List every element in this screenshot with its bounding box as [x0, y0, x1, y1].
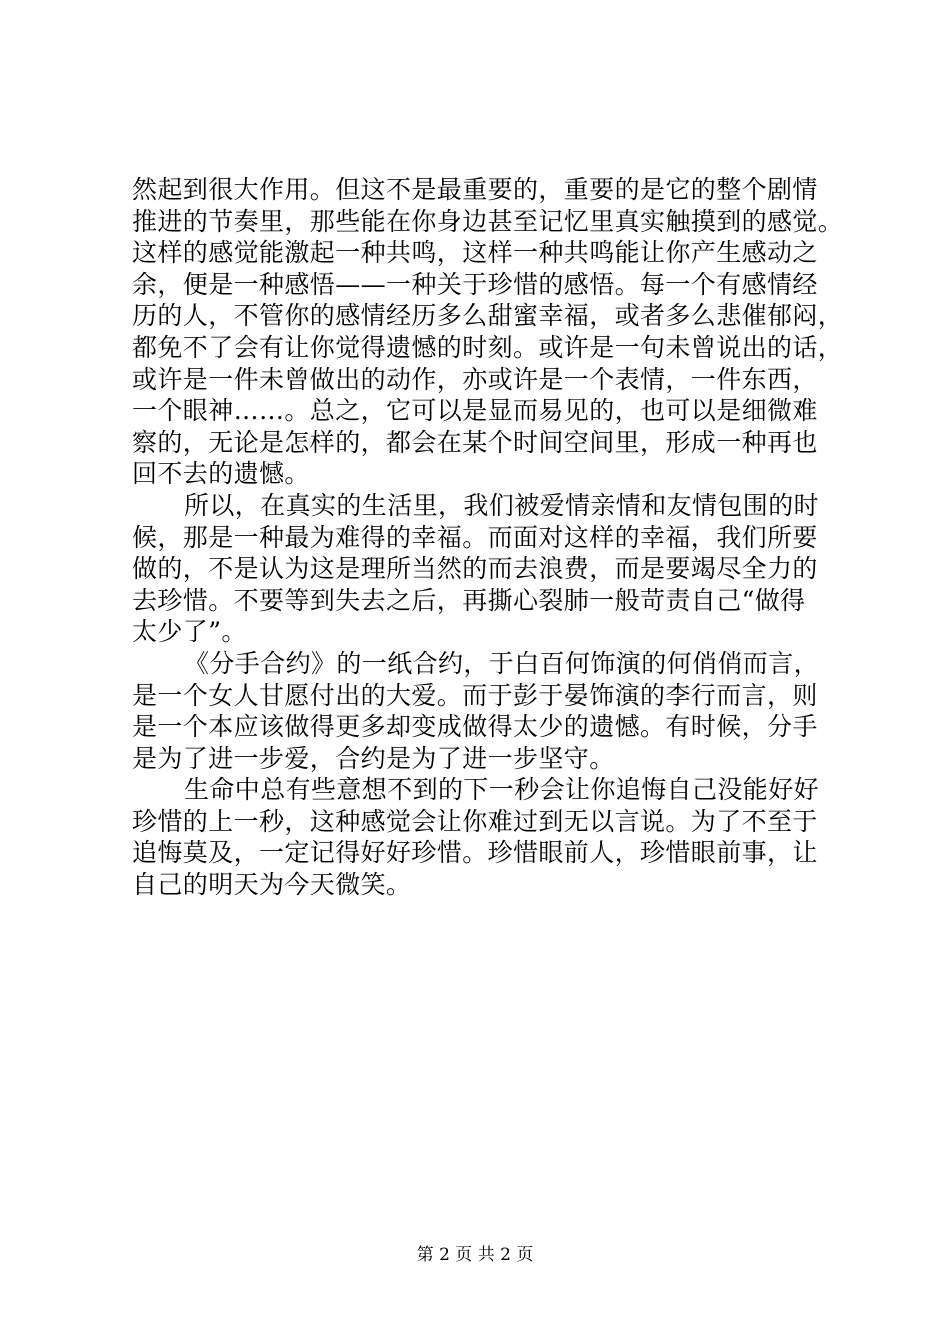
paragraph-first-line: 生命中总有些意想不到的下一秒会让你追悔自己没能好好	[184, 775, 820, 805]
text-line: 做的，不是认为这是理所当然的而去浪费，而是要竭尽全力的	[132, 554, 818, 584]
text-line: 去珍惜。不要等到失去之后，再撕心裂肺一般苛责自己“做得	[132, 585, 806, 615]
article-body	[132, 174, 844, 901]
text-line: 太少了”。	[132, 617, 247, 647]
text-line: 是一个本应该做得更多却变成做得太少的遗憾。有时候，分手	[132, 712, 818, 742]
text-line: 推进的节奏里，那些能在你身边甚至记忆里真实触摸到的感觉。	[132, 206, 844, 236]
text-line: 然起到很大作用。但这不是最重要的，重要的是它的整个剧情	[132, 175, 818, 204]
page-number-footer: 第 2 页 共 2 页	[416, 1245, 534, 1265]
text-line: 或许是一件未曾做出的动作，亦或许是一个表情，一件东西，	[132, 364, 818, 394]
text-line: 是一个女人甘愿付出的大爱。而于彭于晏饰演的李行而言，则	[132, 680, 818, 710]
text-line: 是为了进一步爱，合约是为了进一步坚守。	[132, 743, 615, 773]
text-line: 候，那是一种最为难得的幸福。而面对这样的幸福，我们所要	[132, 522, 818, 552]
text-line: 自己的明天为今天微笑。	[132, 870, 412, 900]
text-line: 回不去的遗憾。	[132, 459, 310, 489]
text-line: 一个眼神……。总之，它可以是显而易见的，也可以是细微难	[132, 396, 818, 426]
text-line: 追悔莫及，一定记得好好珍惜。珍惜眼前人，珍惜眼前事，让	[132, 838, 818, 868]
paragraph-first-line: 《分手合约》的一纸合约，于白百何饰演的何俏俏而言，	[184, 648, 820, 678]
text-line: 这样的感觉能激起一种共鸣，这样一种共鸣能让你产生感动之	[132, 238, 818, 268]
text-line: 余，便是一种感悟——一种关于珍惜的感悟。每一个有感情经	[132, 269, 818, 299]
text-line: 都免不了会有让你觉得遗憾的时刻。或许是一句未曾说出的话，	[132, 332, 844, 362]
paragraph-first-line: 所以，在真实的生活里，我们被爱情亲情和友情包围的时	[184, 490, 820, 520]
text-line: 珍惜的上一秒，这种感觉会让你难过到无以言说。为了不至于	[132, 806, 818, 836]
text-line: 察的，无论是怎样的，都会在某个时间空间里，形成一种再也	[132, 427, 818, 457]
text-line: 历的人，不管你的感情经历多么甜蜜幸福，或者多么悲催郁闷，	[132, 301, 844, 331]
